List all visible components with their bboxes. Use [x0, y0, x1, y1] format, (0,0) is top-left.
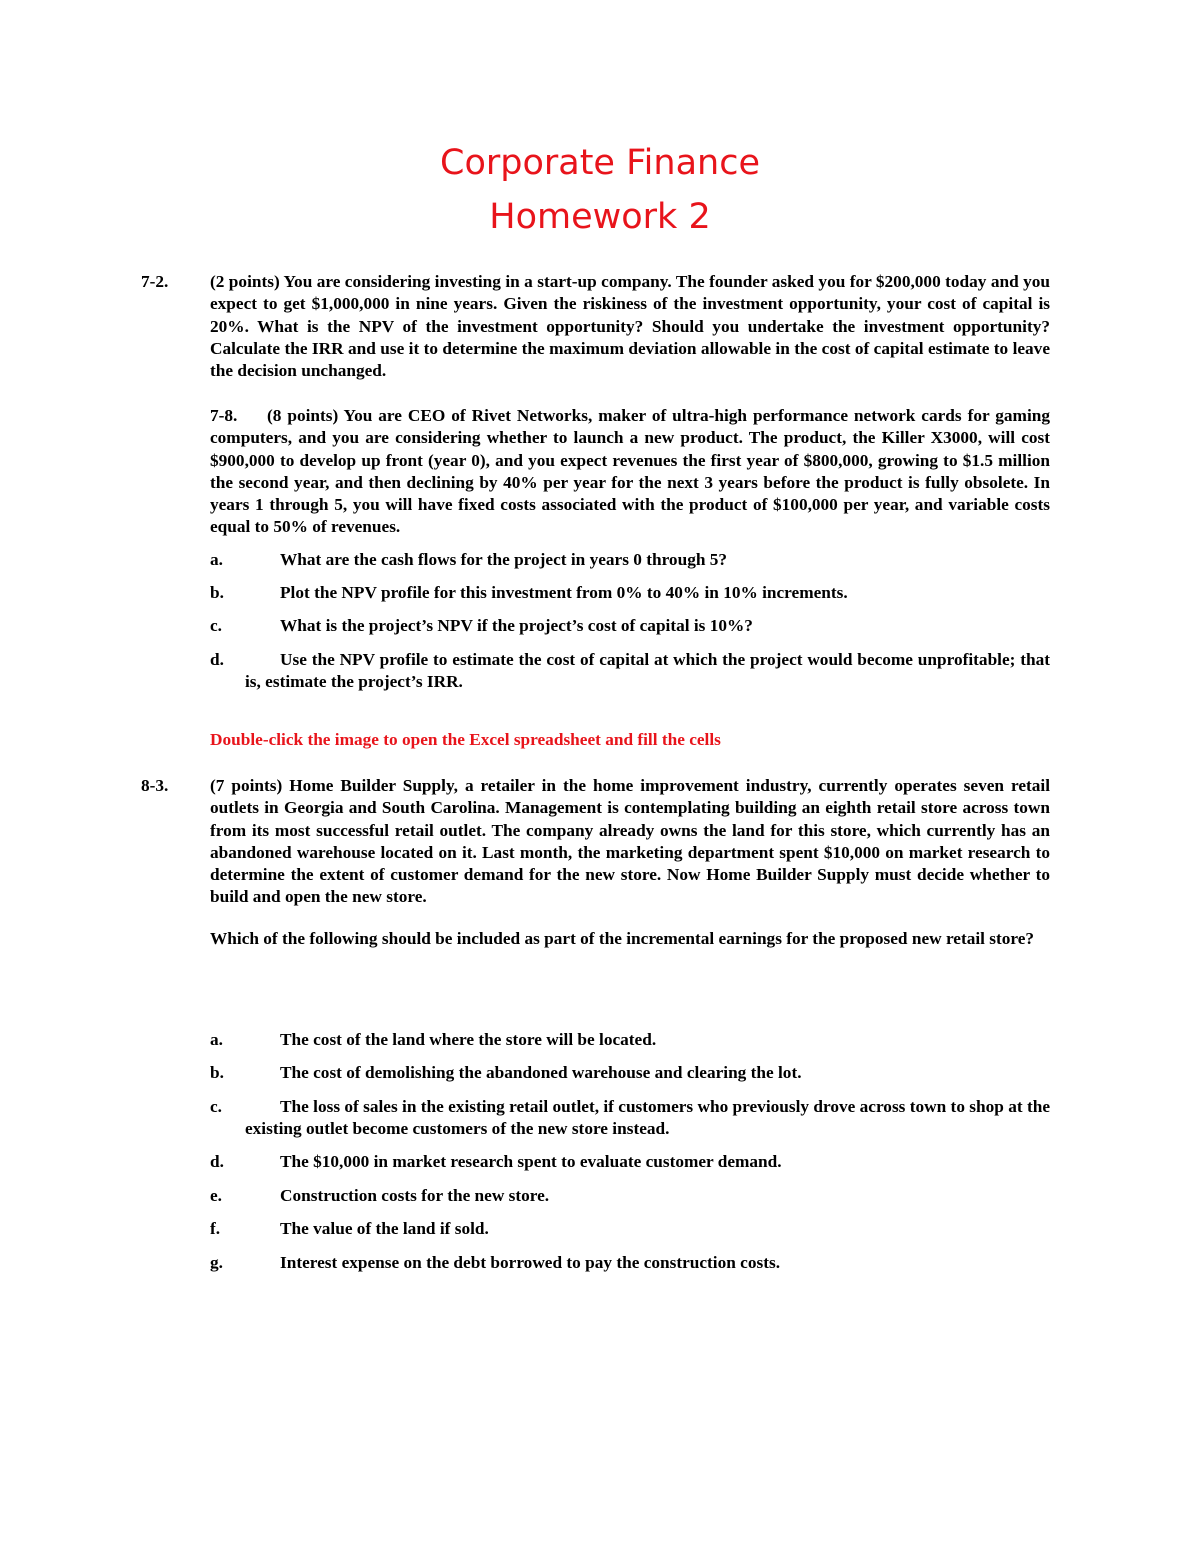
item-text: The loss of sales in the existing retail outlet, if customers who previously drove across town to shop at the existing outlet become customers of the new store instead. [245, 1097, 1050, 1139]
item-text: Interest expense on the debt borrowed to pay the construction costs. [280, 1253, 781, 1272]
item-letter: b. [210, 583, 224, 602]
question-7-8-text: (8 points) You are CEO of Rivet Networks, maker of ultra-high performance network cards for gaming computers, and you are considering whether to launch a new product. The product, the Killer X3000, will cost $900,000 to develop up front (year 0), and you expect revenues the first year of $800,000, growing to $1.5 million the second year, and then declining by 40% per year for the next 3 years before the product is fully obsolete. In years 1 through 5, you will have fixed costs associated with the product of $100,000 per year, and variable costs equal to 50% of revenues. [210, 406, 1050, 537]
item-letter: d. [210, 650, 224, 669]
item-letter: e. [210, 1186, 222, 1205]
document-subtitle: Homework 2 [489, 197, 711, 237]
item-letter: b. [210, 1063, 224, 1082]
question-8-3-prompt: Which of the following should be included as part of the incremental earnings for the proposed new retail store? [210, 929, 1035, 948]
question-7-8 [210, 405, 1050, 539]
question-7-2-text: (2 points) You are considering investing in a start-up company. The founder asked you for $200,000 today and you expect to get $1,000,000 in nine years. Given the riskiness of the investment opportunity, your cost of capital is 20%. What is the NPV of the investment opportunity? Should you undertake the investment opportunity? Calculate the IRR and use it to determine the maximum deviation allowable in the cost of capital estimate to leave the decision unchanged. [210, 272, 1050, 381]
question-8-3-text: (7 points) Home Builder Supply, a retailer in the home improvement industry, currently operates seven retail outlets in Georgia and South Carolina. Management is contemplating building an eighth retail store across town from its most successful retail outlet. The company already owns the land for this store, which currently has an abandoned warehouse located on it. Last month, the marketing department spent $10,000 on market research to determine the extent of customer demand for the new store. Now Home Builder Supply must decide whether to build and open the new store. [210, 776, 1050, 907]
item-text: The value of the land if sold. [280, 1219, 489, 1238]
item-letter: g. [210, 1253, 223, 1272]
item-text: The cost of demolishing the abandoned warehouse and clearing the lot. [280, 1063, 802, 1082]
question-number-7-2: 7-2. [141, 272, 169, 291]
list-item [210, 1218, 1050, 1240]
list-item [210, 1062, 1050, 1084]
item-letter: c. [210, 1097, 222, 1116]
list-item [210, 1252, 1050, 1274]
item-letter: a. [210, 1030, 223, 1049]
item-text: What is the project’s NPV if the project’s cost of capital is 10%? [280, 616, 753, 635]
list-item [210, 649, 1050, 694]
list-item [210, 582, 1050, 604]
item-letter: d. [210, 1152, 224, 1171]
item-text: What are the cash flows for the project in years 0 through 5? [280, 550, 728, 569]
list-item [210, 1029, 1050, 1051]
item-text: Use the NPV profile to estimate the cost of capital at which the project would become unprofitable; that is, estimate the project’s IRR. [245, 650, 1050, 692]
item-letter: a. [210, 550, 223, 569]
list-item [210, 1096, 1050, 1141]
list-item [210, 1151, 1050, 1173]
item-text: Plot the NPV profile for this investment from 0% to 40% in 10% increments. [280, 583, 848, 602]
list-item [210, 549, 1050, 571]
excel-instruction: Double-click the image to open the Excel spreadsheet and fill the cells [210, 730, 721, 749]
question-number-7-8: 7-8. [210, 406, 238, 425]
question-number-8-3: 8-3. [141, 776, 169, 795]
item-letter: c. [210, 616, 222, 635]
list-item [210, 615, 1050, 637]
item-letter: f. [210, 1219, 221, 1238]
list-item [210, 1185, 1050, 1207]
item-text: The $10,000 in market research spent to evaluate customer demand. [280, 1152, 782, 1171]
document-title: Corporate Finance [440, 143, 760, 183]
item-text: The cost of the land where the store will be located. [280, 1030, 657, 1049]
item-text: Construction costs for the new store. [280, 1186, 550, 1205]
